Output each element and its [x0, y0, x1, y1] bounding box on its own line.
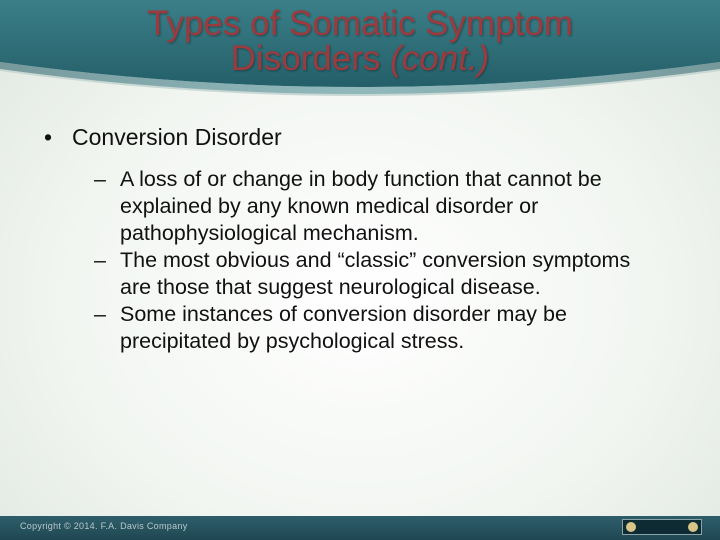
sub-bullet-text: The most obvious and “classic” conversion symptoms are those that suggest neurological disease.	[120, 248, 631, 299]
logo-emblem-icon	[626, 522, 636, 532]
slide-title	[60, 6, 660, 76]
dash-marker: –	[94, 167, 106, 191]
main-bullet	[44, 122, 664, 152]
publisher-logo	[622, 519, 702, 535]
copyright-text: Copyright © 2014. F.A. Davis Company	[20, 521, 188, 531]
title-cont-italic: (cont.)	[390, 39, 490, 78]
dash-marker: –	[94, 248, 106, 272]
logo-emblem-icon	[688, 522, 698, 532]
dash-marker: –	[94, 302, 106, 326]
sub-bullet	[94, 247, 654, 301]
sub-bullet-text: A loss of or change in body function that cannot be explained by any known medical disorder or pathophysiological mechanism.	[120, 167, 602, 245]
title-line-2: Disorders	[230, 39, 391, 78]
sub-bullet-list	[94, 166, 654, 355]
main-bullet-text: Conversion Disorder	[72, 124, 282, 150]
title-line-1: Types of Somatic Symptom	[147, 4, 573, 43]
sub-bullet	[94, 301, 654, 355]
sub-bullet-text: Some instances of conversion disorder may be precipitated by psychological stress.	[120, 302, 567, 353]
bullet-marker: •	[44, 124, 53, 150]
sub-bullet	[94, 166, 654, 247]
